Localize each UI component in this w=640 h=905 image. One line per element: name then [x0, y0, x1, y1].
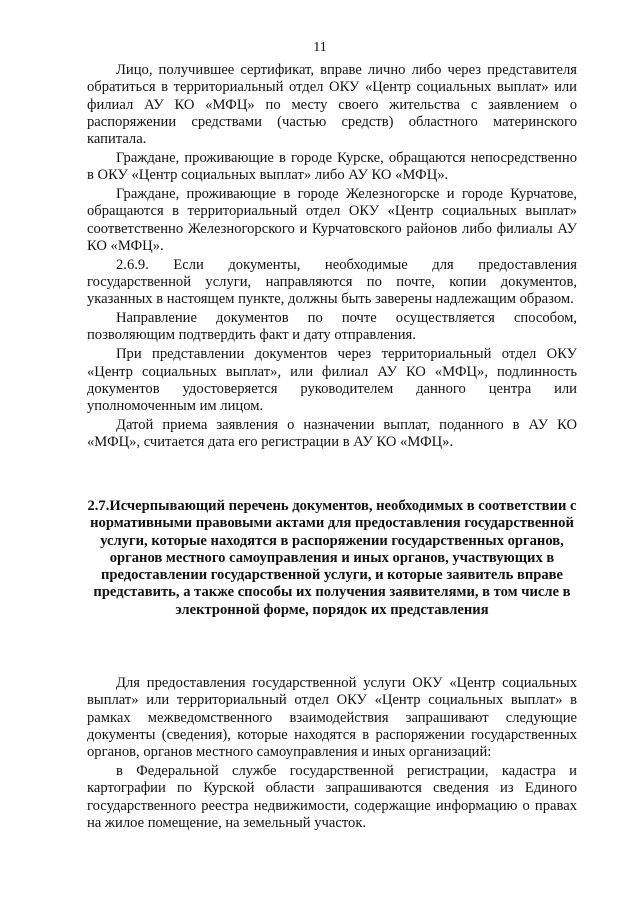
paragraph-certificate-holder: Лицо, получившее сертификат, вправе лично либо через представителя обратиться в территориальный отдел ОКУ «Центр социальных выплат» или филиал АУ КО «МФЦ» по месту своего жительства с заявлением о распоряжении средствами (частью средств) областного материнского капитала. [87, 62, 577, 148]
paragraph-2-6-9: 2.6.9. Если документы, необходимые для предоставления государственной услуги, направляются по почте, копии документов, указанных в настоящем пункте, должны быть заверены надлежащим образом. [87, 256, 577, 308]
paragraph-date-of-receipt: Датой приема заявления о назначении выплат, поданного в АУ КО «МФЦ», считается дата его регистрации в АУ КО «МФЦ». [87, 416, 577, 451]
body-text [87, 62, 577, 453]
paragraph-authenticity: При представлении документов через территориальный отдел ОКУ «Центр социальных выплат», или филиал АУ КО «МФЦ», подлинность документов удостоверяется руководителем данного центра или уполномоченным им лицом. [87, 346, 577, 415]
section-heading-2-7: 2.7.Исчерпывающий перечень документов, необходимых в соответствии с нормативными правовыми актами для предоставления государственной услуги, которые находятся в распоряжении государственных органов, органов местного самоуправления и иных органов, участвующих в предоставлении государственной услуги, и которые заявитель вправе представить, а также способы их получения заявителями, в том числе в электронной форме, порядок их представления [87, 498, 577, 618]
section-2-7-body [87, 675, 577, 834]
paragraph-kursk-residents: Граждане, проживающие в городе Курске, обращаются непосредственно в ОКУ «Центр социальных выплат» либо АУ КО «МФЦ». [87, 149, 577, 184]
paragraph-interagency-requests: Для предоставления государственной услуги ОКУ «Центр социальных выплат» или территориальный отдел ОКУ «Центр социальных выплат» в рамках межведомственного взаимодействия запрашивают следующие документы (сведения), которые находятся в распоряжении государственных органов, органов местного самоуправления и иных организаций: [87, 675, 577, 761]
page-number: 11 [313, 40, 327, 55]
paragraph-mail-method: Направление документов по почте осуществляется способом, позволяющим подтвердить факт и дату отправления. [87, 310, 577, 344]
paragraph-zheleznogorsk-kurchatov: Граждане, проживающие в городе Железногорске и городе Курчатове, обращаются в территориальный отдел ОКУ «Центр социальных выплат» соответственно Железногорского и Курчатовского районов либо филиалы АУ КО «МФЦ». [87, 186, 577, 254]
paragraph-rosreestr: в Федеральной службе государственной регистрации, кадастра и картографии по Курской области запрашиваются сведения из Единого государственного реестра недвижимости, содержащие информацию о правах на жилое помещение, на земельный участок. [87, 762, 577, 831]
